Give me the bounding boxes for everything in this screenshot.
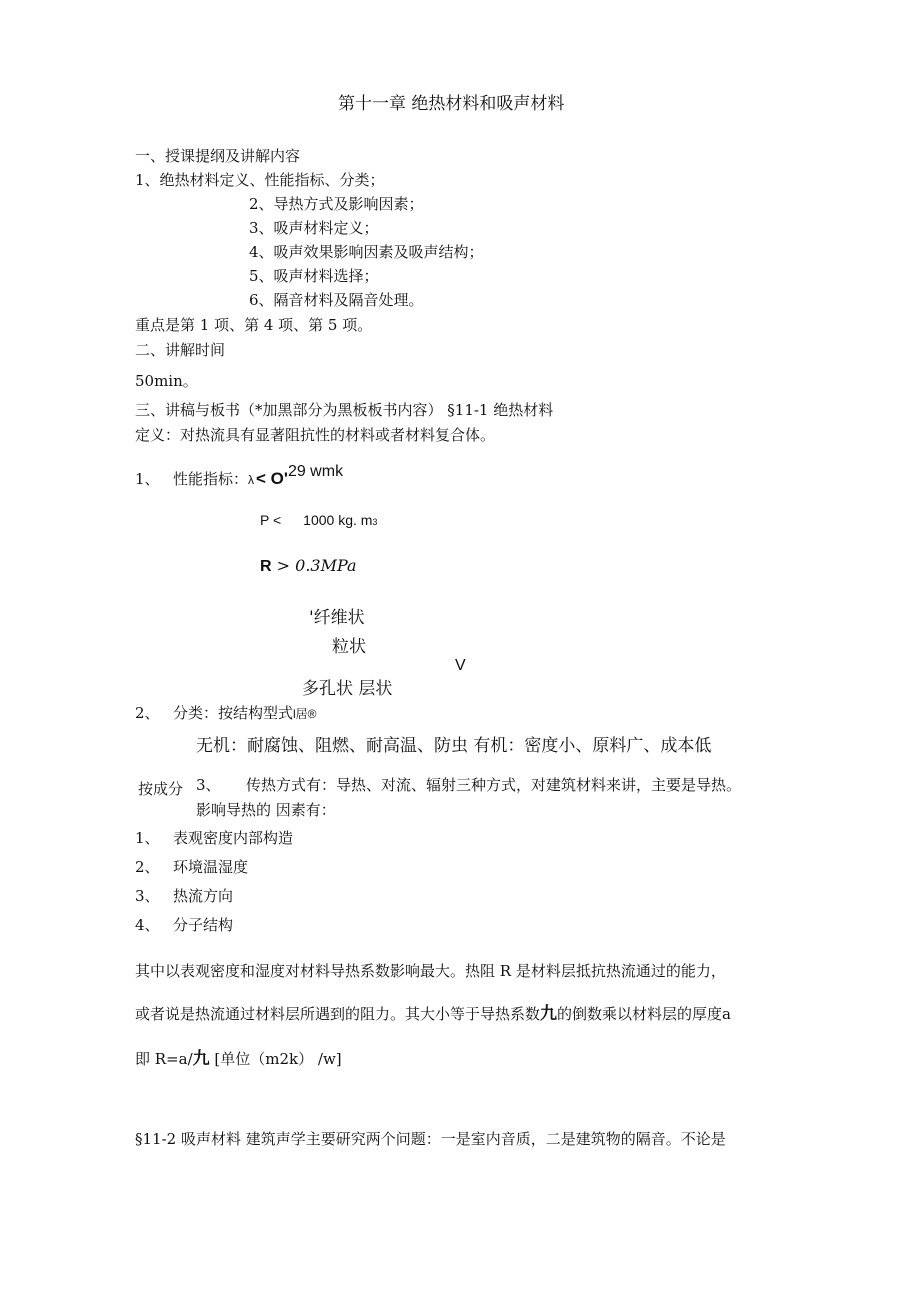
outline-item-3: 3、吸声材料定义； bbox=[249, 219, 379, 237]
formula-unit: [单位（m2k） /w] bbox=[209, 1050, 342, 1068]
lambda-symbol: 九 bbox=[192, 1049, 210, 1069]
factor-item-3: 热流方向 bbox=[173, 887, 234, 905]
composition-line: 无机：耐腐蚀、阻燃、耐高温、防虫 有机：密度小、原料广、成本低 bbox=[196, 736, 712, 756]
page-title: 第十一章 绝热材料和吸声材料 bbox=[338, 94, 565, 114]
section-heading-1: 一、授课提纲及讲解内容 bbox=[135, 147, 301, 165]
item-number: 3、 bbox=[196, 776, 221, 794]
classification-label bbox=[173, 704, 317, 723]
outline-item-1: 1、绝热材料定义、性能指标、分类； bbox=[135, 171, 385, 189]
factor-item-2: 环境温湿度 bbox=[173, 858, 249, 876]
factor-number: 3、 bbox=[135, 887, 160, 905]
performance-label bbox=[173, 463, 344, 489]
paragraph-line-2-b: 的倒数乘以材料层的厚度a bbox=[557, 1005, 731, 1023]
factor-item-4: 分子结构 bbox=[173, 916, 234, 934]
factors-intro: 影响导热的 因素有： bbox=[196, 801, 336, 819]
heat-transfer-text: 传热方式有：导热、对流、辐射三种方式，对建筑材料来讲，主要是导热。 bbox=[246, 776, 742, 794]
outline-item-5: 5、吸声材料选择； bbox=[249, 267, 379, 285]
lambda-symbol: λ bbox=[248, 473, 255, 487]
factor-item-1: 表观密度内部构造 bbox=[173, 829, 294, 847]
lambda-symbol: 九 bbox=[540, 1004, 558, 1024]
density-symbol: P < bbox=[260, 512, 282, 528]
lambda-relation: < O' bbox=[256, 469, 288, 488]
item-number: 2、 bbox=[135, 704, 160, 722]
definition: 定义：对热流具有显著阻抗性的材料或者材料复合体。 bbox=[135, 426, 496, 444]
classification-text: 分类：按结构型式 bbox=[173, 704, 294, 722]
strength-indicator bbox=[260, 557, 357, 576]
section-heading-2: 二、讲解时间 bbox=[135, 341, 226, 359]
strength-symbol: R bbox=[260, 558, 272, 575]
paragraph-line-2-a: 或者说是热流通过材料层所遇到的阻力。其大小等于导热系数 bbox=[135, 1005, 541, 1023]
density-indicator bbox=[260, 511, 377, 531]
paragraph-line-2 bbox=[135, 1005, 731, 1023]
density-value: 1000 kg. m bbox=[303, 512, 373, 528]
factor-number: 2、 bbox=[135, 858, 160, 876]
classification-symbol: l居® bbox=[293, 707, 317, 721]
density-exponent: 3 bbox=[372, 517, 378, 527]
section-heading-3: 三、讲稿与板书（*加黑部分为黑板板书内容） §11-1 绝热材料 bbox=[135, 401, 554, 419]
by-composition-label: 按成分 bbox=[138, 780, 184, 798]
outline-item-6: 6、隔音材料及隔音处理。 bbox=[249, 291, 424, 309]
factor-number: 1、 bbox=[135, 829, 160, 847]
formula-prefix: 即 R=a/ bbox=[135, 1050, 193, 1068]
lambda-value: 29 wmk bbox=[287, 463, 344, 480]
item-number: 1、 bbox=[135, 470, 160, 488]
brace-symbol: V bbox=[455, 657, 466, 674]
outline-item-4: 4、吸声效果影响因素及吸声结构； bbox=[249, 243, 484, 261]
form-granular: 粒状 bbox=[332, 637, 366, 657]
form-porous-layered: 多孔状 层状 bbox=[302, 679, 393, 699]
section-11-2: §11-2 吸声材料 建筑声学主要研究两个问题：一是室内音质，二是建筑物的隔音。不论是 bbox=[135, 1130, 726, 1148]
lecture-time: 50min。 bbox=[135, 372, 198, 390]
factor-number: 4、 bbox=[135, 916, 160, 934]
performance-label-text: 性能指标： bbox=[173, 470, 249, 488]
thermal-resistance-formula bbox=[135, 1050, 342, 1068]
key-points: 重点是第 1 项、第 4 项、第 5 项。 bbox=[135, 316, 373, 334]
paragraph-line-1: 其中以表观密度和湿度对材料导热系数影响最大。热阻 R 是材料层抵抗热流通过的能力， bbox=[135, 962, 726, 980]
strength-value: > 0.3MPa bbox=[276, 556, 357, 575]
form-fibrous: '纤维状 bbox=[309, 608, 365, 628]
outline-item-2: 2、导热方式及影响因素； bbox=[249, 195, 424, 213]
